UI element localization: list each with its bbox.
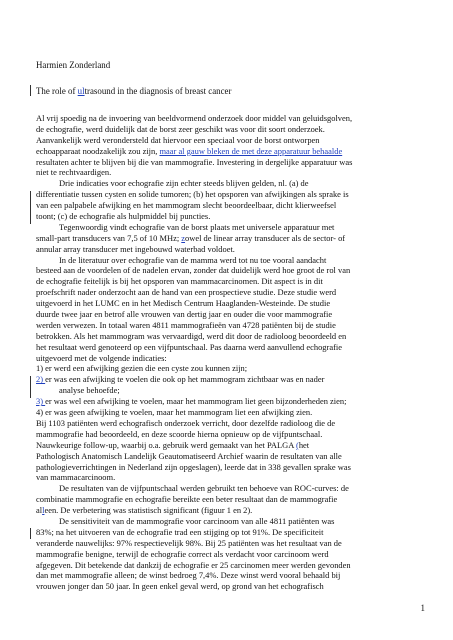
line-text: een. De verbetering was statistisch significant (figuur 1 en 2). [44,505,253,516]
line-text: Pathologisch Anatomisch Landelijk Geautomatiseerd Archief waarin de resultaten van alle [36,450,342,461]
line-text: De sensitiviteit van de mammografie voor carcinoom van alle 4811 patiënten was [59,515,335,526]
line-text: de echografie feitelijk is bij het opsporen van mammacarcinomen. Dit aspect is in dit [36,276,323,287]
text-line [36,374,430,385]
text-line [36,472,430,483]
text-line [36,276,430,287]
text-line [36,451,430,462]
text-line [36,178,430,189]
line-text: 4) er was geen afwijking te voelen, maar het mammogram liet een afwijking zien. [36,407,313,418]
text-line [36,462,430,473]
line-text: Bij 1103 patiënten werd echografisch onderzoek verricht, door dezelfde radioloog die de [36,417,336,428]
line-text: echoapparaat noodzakelijk zou zijn, [36,145,160,156]
line-text: vrouwen jonger dan 50 jaar. In geen enkel geval werd, op grond van het echografisch [36,581,324,592]
line-text: differentiatie tussen cysten en solide tumoren; (b) het opsporen van afwijkingen als sprake is [36,189,349,200]
text-line [36,342,430,353]
text-line [36,407,430,418]
revision-text: 3) [36,396,46,407]
text-line [36,527,430,538]
line-text: niet te rechtvaardigen. [36,167,112,178]
text-line [36,146,430,157]
line-text: Aanvankelijk werd verondersteld dat hiervoor een speciaal voor de borst ontworpen [36,134,320,145]
line-text: van mammacarcinoom. [36,472,116,483]
line-text: besteed aan de voordelen of de nadelen ervan, zonder dat duidelijk werd hoe groot de rol van [36,265,351,276]
text-line [36,287,430,298]
line-text: resultaten achter te blijven bij die van mammografie. Investering in dergelijke apparatuur was [36,156,353,167]
line-text: Al vrij spoedig na de invoering van beeldvormend onderzoek door middel van geluidsgolven, [36,113,353,123]
text-line [36,396,430,407]
text-line [36,200,430,211]
text-line [36,124,430,135]
line-text: Drie indicaties voor echografie zijn echter steeds blijven gelden, nl. (a) de [59,178,309,189]
line-text: dan met mammografie alleen; de winst bedroeg 7,4%. Deze winst werd vooral behaald bij [36,570,341,581]
text-line [36,363,430,374]
line-text: proefschrift nader onderzocht aan de hand van een prospectieve studie. Deze studie werd [36,287,337,298]
text-line [36,222,430,233]
line-text: duurde twee jaar en betrof alle vrouwen van dertig jaar en ouder die voor mammografie [36,309,333,320]
text-line [36,538,430,549]
text-line [36,244,430,255]
line-text: 83%; na het uitvoeren van de echografie trad een stijging op tot 91%. De specificiteit [36,526,324,537]
text-line [36,309,430,320]
line-text: small-part transducers van 7,5 of 10 MHz; [36,232,182,243]
text-line [36,265,430,276]
line-text: annular array transducer met ingebouwd waterbad voldoet. [36,243,235,254]
text-line [36,429,430,440]
document-title [36,86,231,96]
title-revision: ul [77,86,85,96]
line-text: owel de linear array transducer als de sector- of [185,232,346,243]
revision-text: l [42,505,45,516]
text-line [36,298,430,309]
author-name: Harmien Zonderland [36,60,111,70]
line-text: het resultaat werd genoteerd op een vijfpuntschaal. Pas daarna werd aanvullend echografie [36,341,342,352]
revision-bar [30,528,31,539]
text-line [36,560,430,571]
revision-text: maar al gauw bleken de met deze apparatuur behaalde [159,145,343,156]
text-line [36,505,430,516]
line-text: van een palpabele afwijking en het mammogram slecht beoordeelbaar, dicht klierweefsel [36,200,337,211]
line-text: mammografie had beoordeeld, en deze scoorde hierna opnieuw op de vijfpuntschaal. [36,428,323,439]
line-text: betrokken. Als het mammogram was vervaardigd, werd dit door de radioloog beoordeeld en [36,330,347,341]
revision-bar [30,191,31,224]
text-line [36,113,430,124]
text-line [36,581,430,592]
title-text-start: The role of [36,86,78,96]
revision-bar [30,376,31,398]
line-text: toont; (c) de echografie als hulpmiddel bij puncties. [36,211,211,222]
text-line [36,549,430,560]
line-text: pathologieverrichtingen in Nederland zijn opgeslagen), leerde dat in 338 gevallen sprake was [36,461,351,472]
line-text: combinatie mammografie en echografie bereikte een beter resultaat dan de mammografie [36,494,338,505]
text-line [36,167,430,178]
revision-text: 2) [36,374,46,385]
text-line [36,157,430,168]
text-line [36,135,430,146]
line-text: Nauwkeurige follow-up, waarbij o.a. gebruik werd gemaakt van het PALGA [36,439,297,450]
body-text [36,113,430,592]
text-line [36,483,430,494]
revision-bar [30,85,31,96]
text-line [36,211,430,222]
line-text: 1) er werd een afwijking gezien die een cyste zou kunnen zijn; [36,363,248,374]
revision-text: z [181,232,186,243]
line-text: In de literatuur over echografie van de mamma werd tot nu toe vooral aandacht [59,254,327,265]
line-text: het [298,439,310,450]
line-text: De resultaten van de vijfpuntschaal werden gebruikt ten behoeve van ROC-curves: de [59,483,349,494]
line-text: er was een afwijking te voelen die ook op het mammogram zichtbaar was en nader [45,374,325,385]
line-text: afgegeven. Dit betekende dat dankzij de echografie er 25 carcinomen meer werden gevonden [36,559,351,570]
line-text: werden verwezen. In totaal waren 4811 mammografieën van 4728 patiënten bij de studie [36,319,336,330]
text-line [36,233,430,244]
line-text: veranderde nauwelijks: 97% respectievelijk 98%. Bij 25 patiënten was het resultaat van de [36,537,342,548]
line-text: uitgevoerd in het LUMC en in het Medisch Centrum Haaglanden-Westeinde. De studie [36,298,331,309]
text-line [36,353,430,364]
line-text: al [36,505,43,516]
text-line [36,331,430,342]
line-text: uitgevoerd met de volgende indicaties: [36,352,167,363]
title-text-end: trasound in the diagnosis of breast cancer [84,86,232,96]
text-line [36,255,430,266]
text-line [36,418,430,429]
text-line [36,385,430,396]
text-line [36,189,430,200]
line-text: analyse behoefde; [59,385,120,396]
line-text: de echografie, werd duidelijk dat de borst zeer geschikt was voor dit soort onderzoek. [36,123,325,134]
text-line [36,320,430,331]
page-number: 1 [420,603,425,613]
text-line [36,570,430,581]
text-line [36,440,430,451]
text-line [36,516,430,527]
line-text: Tegenwoordig vindt echografie van de borst plaats met universele apparatuur met [59,221,335,232]
text-line [36,494,430,505]
revision-text: ( [296,439,299,450]
line-text: mammografie benigne, terwijl de echografie correct als verdacht voor carcinoom werd [36,548,329,559]
line-text: er was wel een afwijking te voelen, maar het mammogram liet geen bijzonderheden zien; [45,396,347,407]
